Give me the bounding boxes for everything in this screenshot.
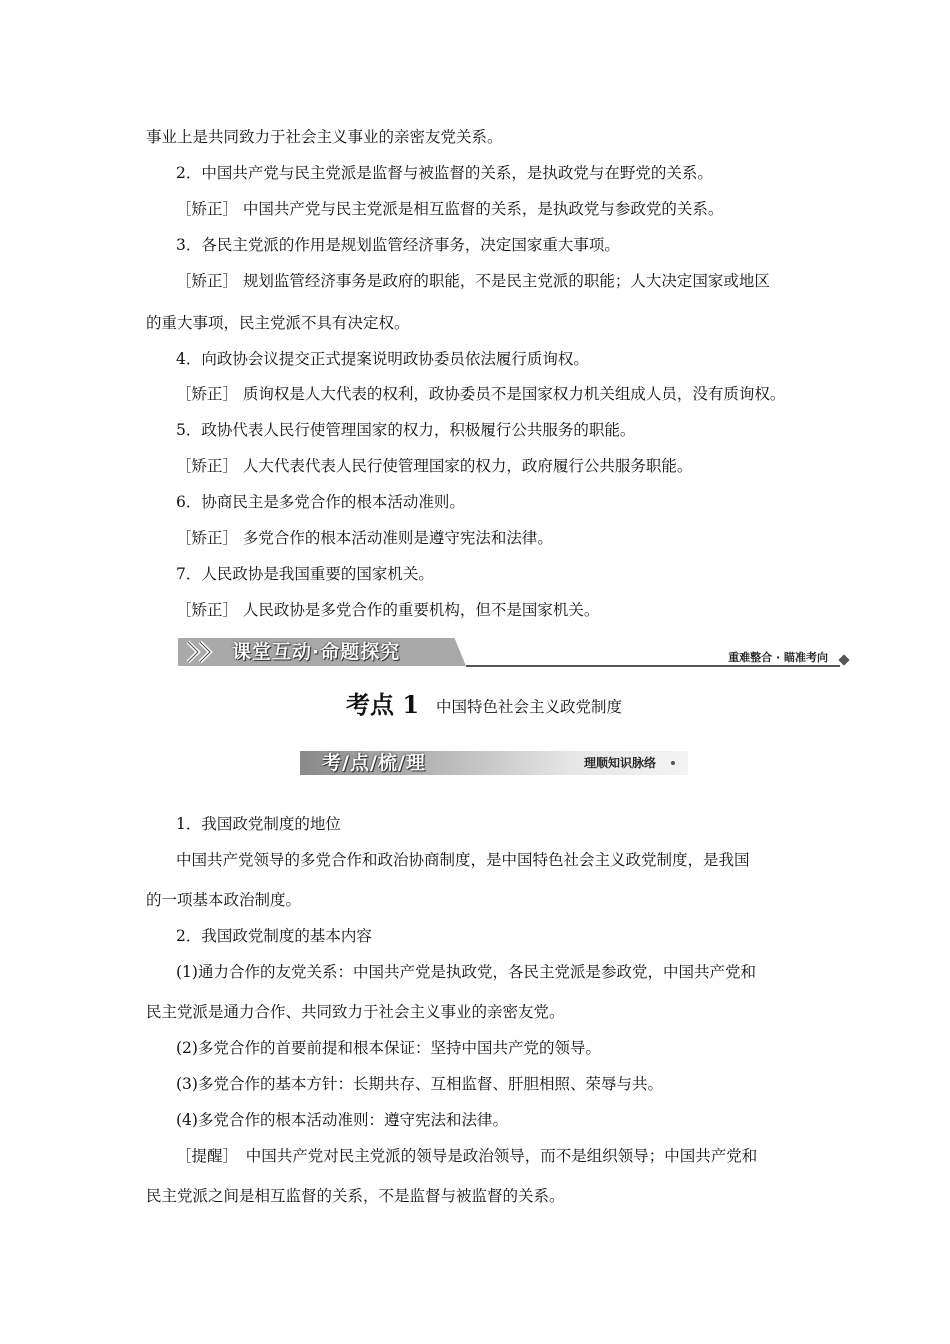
paragraph-line: 3．各民主党派的作用是规划监管经济事务，决定国家重大事项。 — [176, 236, 620, 254]
paragraph-line: 民主党派之间是相互监督的关系，不是监督与被监督的关系。 — [146, 1187, 565, 1205]
kaodian-label: 考点 1 — [346, 690, 420, 719]
paragraph-line: 6．协商民主是多党合作的根本活动准则。 — [176, 493, 465, 511]
paragraph-line: 的重大事项，民主党派不具有决定权。 — [146, 314, 410, 332]
paragraph-line: ［矫正］ 中国共产党与民主党派是相互监督的关系，是执政党与参政党的关系。 — [176, 200, 724, 218]
paragraph-line: 5．政协代表人民行使管理国家的权力，积极履行公共服务的职能。 — [176, 421, 636, 439]
paragraph-line: 的一项基本政治制度。 — [146, 891, 302, 909]
paragraph-line: ［提醒］ 中国共产党对民主党派的领导是政治领导，而不是组织领导；中国共产党和 — [176, 1147, 758, 1165]
sub-banner-subtitle: 理顺知识脉络 — [584, 756, 657, 770]
sub-banner — [300, 751, 690, 777]
paragraph-line: 中国共产党领导的多党合作和政治协商制度，是中国特色社会主义政党制度，是我国 — [176, 851, 750, 869]
paragraph-line: 2．我国政党制度的基本内容 — [176, 927, 372, 945]
dot-icon — [671, 761, 675, 765]
sub-banner-title: 考/点/梳/理 — [322, 752, 426, 774]
paragraph-line: 1．我国政党制度的地位 — [176, 815, 341, 833]
paragraph-line: ［矫正］ 多党合作的根本活动准则是遵守宪法和法律。 — [176, 529, 553, 547]
paragraph-line: (4)多党合作的根本活动准则：遵守宪法和法律。 — [176, 1111, 508, 1129]
paragraph-line: 7．人民政协是我国重要的国家机关。 — [176, 565, 434, 583]
double-chevron-icon — [184, 640, 220, 664]
paragraph-line: ［矫正］ 人民政协是多党合作的重要机构，但不是国家机关。 — [176, 601, 600, 619]
banner-title: 课堂互动·命题探究 — [232, 641, 401, 663]
paragraph-line: (1)通力合作的友党关系：中国共产党是执政党，各民主党派是参政党，中国共产党和 — [176, 963, 756, 981]
paragraph-line: (2)多党合作的首要前提和根本保证：坚持中国共产党的领导。 — [176, 1039, 601, 1057]
paragraph-line: 事业上是共同致力于社会主义事业的亲密友党关系。 — [146, 128, 503, 146]
paragraph-line: (3)多党合作的基本方针：长期共存、互相监督、肝胆相照、荣辱与共。 — [176, 1075, 663, 1093]
paragraph-line: ［矫正］ 人大代表代表人民行使管理国家的权力，政府履行公共服务职能。 — [176, 457, 693, 475]
diamond-icon — [838, 654, 849, 665]
kaodian-heading — [0, 688, 950, 724]
banner-rule — [466, 665, 840, 667]
paragraph-line: ［矫正］ 规划监管经济事务是政府的职能，不是民主党派的职能；人大决定国家或地区 — [176, 272, 770, 290]
paragraph-line: 民主党派是通力合作、共同致力于社会主义事业的亲密友党。 — [146, 1003, 565, 1021]
paragraph-line: 4．向政协会议提交正式提案说明政协委员依法履行质询权。 — [176, 350, 589, 368]
banner-subtitle: 重难整合 · 瞄准考向 — [728, 651, 828, 664]
paragraph-line: 2．中国共产党与民主党派是监督与被监督的关系，是执政党与在野党的关系。 — [176, 164, 713, 182]
section-banner — [178, 636, 850, 670]
kaodian-title: 中国特色社会主义政党制度 — [436, 698, 623, 716]
paragraph-line: ［矫正］ 质询权是人大代表的权利，政协委员不是国家权力机关组成人员，没有质询权。 — [176, 385, 786, 403]
